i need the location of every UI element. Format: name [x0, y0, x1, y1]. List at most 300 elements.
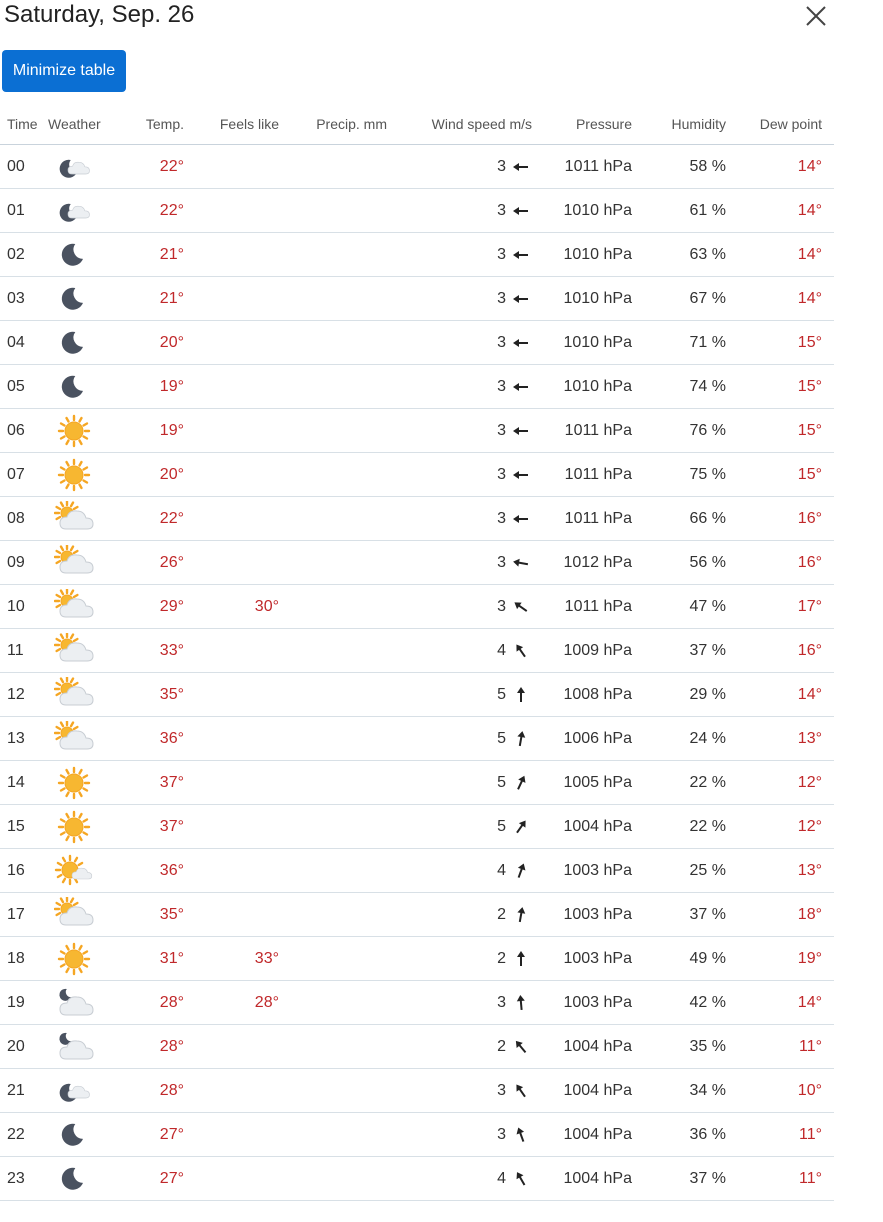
- feels-like-cell: [184, 409, 279, 453]
- hourly-forecast-table: [0, 104, 834, 1201]
- sun-cloud-small-icon: [54, 853, 94, 889]
- weather-cell: [48, 981, 126, 1025]
- sun-cloud-icon: [54, 545, 94, 581]
- pressure-cell: 1010 hPa: [532, 365, 632, 409]
- wind-speed-value: 5: [497, 729, 506, 747]
- wind-speed-value: 3: [497, 465, 506, 483]
- time-cell: 19: [0, 981, 48, 1025]
- humidity-cell: 61 %: [632, 189, 726, 233]
- temperature-cell: 28°: [126, 1025, 184, 1069]
- precipitation-cell: [279, 629, 387, 673]
- wind-cell: [387, 1069, 532, 1113]
- weather-cell: [48, 717, 126, 761]
- table-row: [0, 629, 834, 673]
- wind-speed-value: 4: [497, 861, 506, 879]
- table-row: [0, 409, 834, 453]
- humidity-cell: 36 %: [632, 1113, 726, 1157]
- humidity-cell: 56 %: [632, 541, 726, 585]
- table-row: [0, 893, 834, 937]
- dew-point-cell: 16°: [726, 629, 834, 673]
- time-cell: 09: [0, 541, 48, 585]
- pressure-cell: 1011 hPa: [532, 409, 632, 453]
- wind-speed-value: 4: [497, 641, 506, 659]
- time-cell: 02: [0, 233, 48, 277]
- feels-like-cell: [184, 453, 279, 497]
- precipitation-cell: [279, 497, 387, 541]
- column-header-dew-point: Dew point: [726, 104, 834, 145]
- time-cell: 22: [0, 1113, 48, 1157]
- wind-speed-value: 3: [497, 597, 506, 615]
- pressure-cell: 1003 hPa: [532, 893, 632, 937]
- time-cell: 05: [0, 365, 48, 409]
- feels-like-cell: [184, 321, 279, 365]
- wind-speed-value: 3: [497, 553, 506, 571]
- time-cell: 18: [0, 937, 48, 981]
- time-cell: 08: [0, 497, 48, 541]
- dew-point-cell: 14°: [726, 233, 834, 277]
- pressure-cell: 1012 hPa: [532, 541, 632, 585]
- table-row: [0, 145, 834, 189]
- table-row: [0, 497, 834, 541]
- column-header-feels-like: Feels like: [184, 104, 279, 145]
- wind-speed-value: 3: [497, 993, 506, 1011]
- column-header-wind-speed: Wind speed m/s: [387, 104, 532, 145]
- table-row: [0, 277, 834, 321]
- time-cell: 03: [0, 277, 48, 321]
- humidity-cell: 37 %: [632, 893, 726, 937]
- dew-point-cell: 10°: [726, 1069, 834, 1113]
- precipitation-cell: [279, 453, 387, 497]
- wind-speed-value: 5: [497, 817, 506, 835]
- temperature-cell: 28°: [126, 981, 184, 1025]
- table-row: [0, 453, 834, 497]
- precipitation-cell: [279, 805, 387, 849]
- wind-speed-value: 2: [497, 1037, 506, 1055]
- temperature-cell: 21°: [126, 277, 184, 321]
- feels-like-cell: [184, 893, 279, 937]
- dew-point-cell: 15°: [726, 453, 834, 497]
- wind-speed-value: 3: [497, 201, 506, 219]
- moon-cloud-icon: [54, 1073, 94, 1109]
- time-cell: 12: [0, 673, 48, 717]
- precipitation-cell: [279, 145, 387, 189]
- humidity-cell: 76 %: [632, 409, 726, 453]
- dew-point-cell: 13°: [726, 717, 834, 761]
- humidity-cell: 63 %: [632, 233, 726, 277]
- dew-point-cell: 14°: [726, 145, 834, 189]
- feels-like-cell: [184, 1157, 279, 1201]
- humidity-cell: 24 %: [632, 717, 726, 761]
- time-cell: 21: [0, 1069, 48, 1113]
- precipitation-cell: [279, 409, 387, 453]
- dew-point-cell: 15°: [726, 321, 834, 365]
- table-row: [0, 1069, 834, 1113]
- humidity-cell: 74 %: [632, 365, 726, 409]
- dew-point-cell: 19°: [726, 937, 834, 981]
- dew-point-cell: 12°: [726, 761, 834, 805]
- moon-cloud-large-icon: [54, 1029, 94, 1065]
- wind-speed-value: 3: [497, 289, 506, 307]
- moon-icon: [54, 237, 94, 273]
- sun-cloud-icon: [54, 677, 94, 713]
- feels-like-cell: [184, 849, 279, 893]
- column-header-time: Time: [0, 104, 48, 145]
- pressure-cell: 1010 hPa: [532, 233, 632, 277]
- temperature-cell: 33°: [126, 629, 184, 673]
- humidity-cell: 71 %: [632, 321, 726, 365]
- wind-direction-arrow-icon: [510, 464, 532, 486]
- precipitation-cell: [279, 673, 387, 717]
- weather-cell: [48, 629, 126, 673]
- weather-cell: [48, 541, 126, 585]
- table-row: [0, 1157, 834, 1201]
- wind-speed-value: 5: [497, 685, 506, 703]
- wind-direction-arrow-icon: [510, 1080, 532, 1102]
- time-cell: 17: [0, 893, 48, 937]
- dew-point-cell: 15°: [726, 365, 834, 409]
- wind-speed-value: 2: [497, 949, 506, 967]
- wind-cell: [387, 629, 532, 673]
- dew-point-cell: 11°: [726, 1025, 834, 1069]
- table-header-row: [0, 104, 834, 145]
- time-cell: 16: [0, 849, 48, 893]
- feels-like-cell: [184, 189, 279, 233]
- wind-cell: [387, 717, 532, 761]
- pressure-cell: 1004 hPa: [532, 805, 632, 849]
- precipitation-cell: [279, 585, 387, 629]
- wind-cell: [387, 321, 532, 365]
- wind-direction-arrow-icon: [510, 728, 532, 750]
- feels-like-cell: [184, 1025, 279, 1069]
- humidity-cell: 42 %: [632, 981, 726, 1025]
- sun-cloud-icon: [54, 633, 94, 669]
- sun-cloud-icon: [54, 721, 94, 757]
- weather-cell: [48, 937, 126, 981]
- page-title: Saturday, Sep. 26: [4, 1, 195, 28]
- feels-like-cell: 33°: [184, 937, 279, 981]
- time-cell: 00: [0, 145, 48, 189]
- wind-cell: [387, 1025, 532, 1069]
- precipitation-cell: [279, 1113, 387, 1157]
- table-row: [0, 805, 834, 849]
- weather-cell: [48, 1025, 126, 1069]
- moon-icon: [54, 1117, 94, 1153]
- wind-cell: [387, 277, 532, 321]
- moon-cloud-icon: [54, 193, 94, 229]
- pressure-cell: 1003 hPa: [532, 849, 632, 893]
- weather-cell: [48, 1113, 126, 1157]
- wind-direction-arrow-icon: [510, 640, 532, 662]
- wind-direction-arrow-icon: [510, 596, 532, 618]
- wind-speed-value: 3: [497, 421, 506, 439]
- column-header-pressure: Pressure: [532, 104, 632, 145]
- wind-direction-arrow-icon: [510, 1124, 532, 1146]
- weather-cell: [48, 1157, 126, 1201]
- weather-cell: [48, 1069, 126, 1113]
- pressure-cell: 1003 hPa: [532, 937, 632, 981]
- pressure-cell: 1008 hPa: [532, 673, 632, 717]
- table-row: [0, 981, 834, 1025]
- dew-point-cell: 13°: [726, 849, 834, 893]
- time-cell: 01: [0, 189, 48, 233]
- wind-direction-arrow-icon: [510, 904, 532, 926]
- weather-cell: [48, 849, 126, 893]
- humidity-cell: 47 %: [632, 585, 726, 629]
- time-cell: 23: [0, 1157, 48, 1201]
- weather-cell: [48, 893, 126, 937]
- moon-icon: [54, 1161, 94, 1197]
- dew-point-cell: 15°: [726, 409, 834, 453]
- weather-cell: [48, 585, 126, 629]
- wind-speed-value: 4: [497, 1169, 506, 1187]
- precipitation-cell: [279, 277, 387, 321]
- sun-cloud-icon: [54, 501, 94, 537]
- table-row: [0, 849, 834, 893]
- sun-icon: [54, 457, 94, 493]
- temperature-cell: 20°: [126, 453, 184, 497]
- precipitation-cell: [279, 541, 387, 585]
- weather-cell: [48, 761, 126, 805]
- temperature-cell: 19°: [126, 365, 184, 409]
- temperature-cell: 21°: [126, 233, 184, 277]
- wind-direction-arrow-icon: [510, 816, 532, 838]
- time-cell: 20: [0, 1025, 48, 1069]
- wind-cell: [387, 805, 532, 849]
- wind-cell: [387, 673, 532, 717]
- wind-direction-arrow-icon: [510, 1168, 532, 1190]
- pressure-cell: 1011 hPa: [532, 585, 632, 629]
- weather-cell: [48, 365, 126, 409]
- weather-cell: [48, 145, 126, 189]
- moon-cloud-large-icon: [54, 985, 94, 1021]
- wind-direction-arrow-icon: [510, 332, 532, 354]
- wind-direction-arrow-icon: [510, 244, 532, 266]
- temperature-cell: 27°: [126, 1157, 184, 1201]
- close-icon[interactable]: [804, 4, 828, 28]
- dew-point-cell: 16°: [726, 541, 834, 585]
- wind-cell: [387, 497, 532, 541]
- precipitation-cell: [279, 233, 387, 277]
- temperature-cell: 29°: [126, 585, 184, 629]
- wind-cell: [387, 849, 532, 893]
- temperature-cell: 27°: [126, 1113, 184, 1157]
- dew-point-cell: 14°: [726, 981, 834, 1025]
- time-cell: 07: [0, 453, 48, 497]
- wind-direction-arrow-icon: [510, 1036, 532, 1058]
- time-cell: 04: [0, 321, 48, 365]
- humidity-cell: 34 %: [632, 1069, 726, 1113]
- pressure-cell: 1004 hPa: [532, 1113, 632, 1157]
- humidity-cell: 35 %: [632, 1025, 726, 1069]
- wind-cell: [387, 1157, 532, 1201]
- wind-cell: [387, 585, 532, 629]
- sun-icon: [54, 765, 94, 801]
- pressure-cell: 1010 hPa: [532, 321, 632, 365]
- humidity-cell: 75 %: [632, 453, 726, 497]
- time-cell: 11: [0, 629, 48, 673]
- feels-like-cell: [184, 629, 279, 673]
- wind-cell: [387, 981, 532, 1025]
- precipitation-cell: [279, 937, 387, 981]
- table-row: [0, 937, 834, 981]
- table-row: [0, 673, 834, 717]
- wind-direction-arrow-icon: [510, 508, 532, 530]
- table-row: [0, 541, 834, 585]
- temperature-cell: 20°: [126, 321, 184, 365]
- humidity-cell: 37 %: [632, 629, 726, 673]
- precipitation-cell: [279, 365, 387, 409]
- wind-cell: [387, 409, 532, 453]
- wind-cell: [387, 365, 532, 409]
- humidity-cell: 37 %: [632, 1157, 726, 1201]
- humidity-cell: 49 %: [632, 937, 726, 981]
- temperature-cell: 37°: [126, 761, 184, 805]
- temperature-cell: 36°: [126, 717, 184, 761]
- wind-cell: [387, 541, 532, 585]
- temperature-cell: 26°: [126, 541, 184, 585]
- wind-direction-arrow-icon: [510, 420, 532, 442]
- precipitation-cell: [279, 849, 387, 893]
- weather-cell: [48, 233, 126, 277]
- sun-cloud-icon: [54, 897, 94, 933]
- feels-like-cell: [184, 805, 279, 849]
- feels-like-cell: [184, 1069, 279, 1113]
- temperature-cell: 31°: [126, 937, 184, 981]
- precipitation-cell: [279, 1025, 387, 1069]
- table-row: [0, 585, 834, 629]
- wind-speed-value: 5: [497, 773, 506, 791]
- weather-cell: [48, 497, 126, 541]
- pressure-cell: 1004 hPa: [532, 1025, 632, 1069]
- table-row: [0, 321, 834, 365]
- precipitation-cell: [279, 321, 387, 365]
- weather-cell: [48, 189, 126, 233]
- pressure-cell: 1003 hPa: [532, 981, 632, 1025]
- precipitation-cell: [279, 1069, 387, 1113]
- dew-point-cell: 12°: [726, 805, 834, 849]
- pressure-cell: 1010 hPa: [532, 277, 632, 321]
- humidity-cell: 25 %: [632, 849, 726, 893]
- pressure-cell: 1004 hPa: [532, 1069, 632, 1113]
- weather-cell: [48, 321, 126, 365]
- pressure-cell: 1011 hPa: [532, 497, 632, 541]
- feels-like-cell: [184, 497, 279, 541]
- table-row: [0, 1113, 834, 1157]
- wind-speed-value: 3: [497, 1081, 506, 1099]
- weather-cell: [48, 805, 126, 849]
- moon-icon: [54, 325, 94, 361]
- humidity-cell: 58 %: [632, 145, 726, 189]
- wind-cell: [387, 893, 532, 937]
- pressure-cell: 1009 hPa: [532, 629, 632, 673]
- pressure-cell: 1004 hPa: [532, 1157, 632, 1201]
- temperature-cell: 28°: [126, 1069, 184, 1113]
- wind-speed-value: 2: [497, 905, 506, 923]
- time-cell: 15: [0, 805, 48, 849]
- dew-point-cell: 14°: [726, 673, 834, 717]
- dew-point-cell: 18°: [726, 893, 834, 937]
- feels-like-cell: [184, 717, 279, 761]
- column-header-temp: Temp.: [126, 104, 184, 145]
- minimize-table-button[interactable]: Minimize table: [2, 50, 126, 92]
- wind-direction-arrow-icon: [510, 156, 532, 178]
- feels-like-cell: 28°: [184, 981, 279, 1025]
- time-cell: 13: [0, 717, 48, 761]
- table-row: [0, 1025, 834, 1069]
- temperature-cell: 35°: [126, 893, 184, 937]
- wind-cell: [387, 453, 532, 497]
- wind-direction-arrow-icon: [510, 200, 532, 222]
- pressure-cell: 1011 hPa: [532, 453, 632, 497]
- wind-direction-arrow-icon: [510, 684, 532, 706]
- pressure-cell: 1010 hPa: [532, 189, 632, 233]
- temperature-cell: 22°: [126, 189, 184, 233]
- pressure-cell: 1011 hPa: [532, 145, 632, 189]
- precipitation-cell: [279, 981, 387, 1025]
- table-row: [0, 189, 834, 233]
- dew-point-cell: 11°: [726, 1157, 834, 1201]
- temperature-cell: 37°: [126, 805, 184, 849]
- column-header-weather: Weather: [48, 104, 126, 145]
- humidity-cell: 22 %: [632, 805, 726, 849]
- precipitation-cell: [279, 189, 387, 233]
- table-row: [0, 717, 834, 761]
- wind-direction-arrow-icon: [510, 948, 532, 970]
- temperature-cell: 19°: [126, 409, 184, 453]
- weather-cell: [48, 453, 126, 497]
- moon-icon: [54, 369, 94, 405]
- wind-speed-value: 3: [497, 245, 506, 263]
- wind-direction-arrow-icon: [510, 376, 532, 398]
- precipitation-cell: [279, 717, 387, 761]
- wind-speed-value: 3: [497, 1125, 506, 1143]
- feels-like-cell: [184, 233, 279, 277]
- wind-cell: [387, 1113, 532, 1157]
- weather-cell: [48, 409, 126, 453]
- feels-like-cell: [184, 761, 279, 805]
- wind-cell: [387, 189, 532, 233]
- dew-point-cell: 16°: [726, 497, 834, 541]
- column-header-precip: Precip. mm: [279, 104, 387, 145]
- column-header-humidity: Humidity: [632, 104, 726, 145]
- temperature-cell: 35°: [126, 673, 184, 717]
- dew-point-cell: 14°: [726, 277, 834, 321]
- weather-cell: [48, 277, 126, 321]
- weather-cell: [48, 673, 126, 717]
- table-body: [0, 145, 834, 1201]
- wind-cell: [387, 145, 532, 189]
- sun-cloud-icon: [54, 589, 94, 625]
- dew-point-cell: 17°: [726, 585, 834, 629]
- wind-direction-arrow-icon: [510, 860, 532, 882]
- wind-speed-value: 3: [497, 157, 506, 175]
- moon-cloud-icon: [54, 149, 94, 185]
- feels-like-cell: [184, 541, 279, 585]
- feels-like-cell: [184, 277, 279, 321]
- humidity-cell: 22 %: [632, 761, 726, 805]
- time-cell: 10: [0, 585, 48, 629]
- wind-speed-value: 3: [497, 509, 506, 527]
- sun-icon: [54, 809, 94, 845]
- table-row: [0, 365, 834, 409]
- wind-direction-arrow-icon: [510, 288, 532, 310]
- sun-icon: [54, 941, 94, 977]
- humidity-cell: 29 %: [632, 673, 726, 717]
- precipitation-cell: [279, 1157, 387, 1201]
- precipitation-cell: [279, 761, 387, 805]
- time-cell: 14: [0, 761, 48, 805]
- feels-like-cell: [184, 145, 279, 189]
